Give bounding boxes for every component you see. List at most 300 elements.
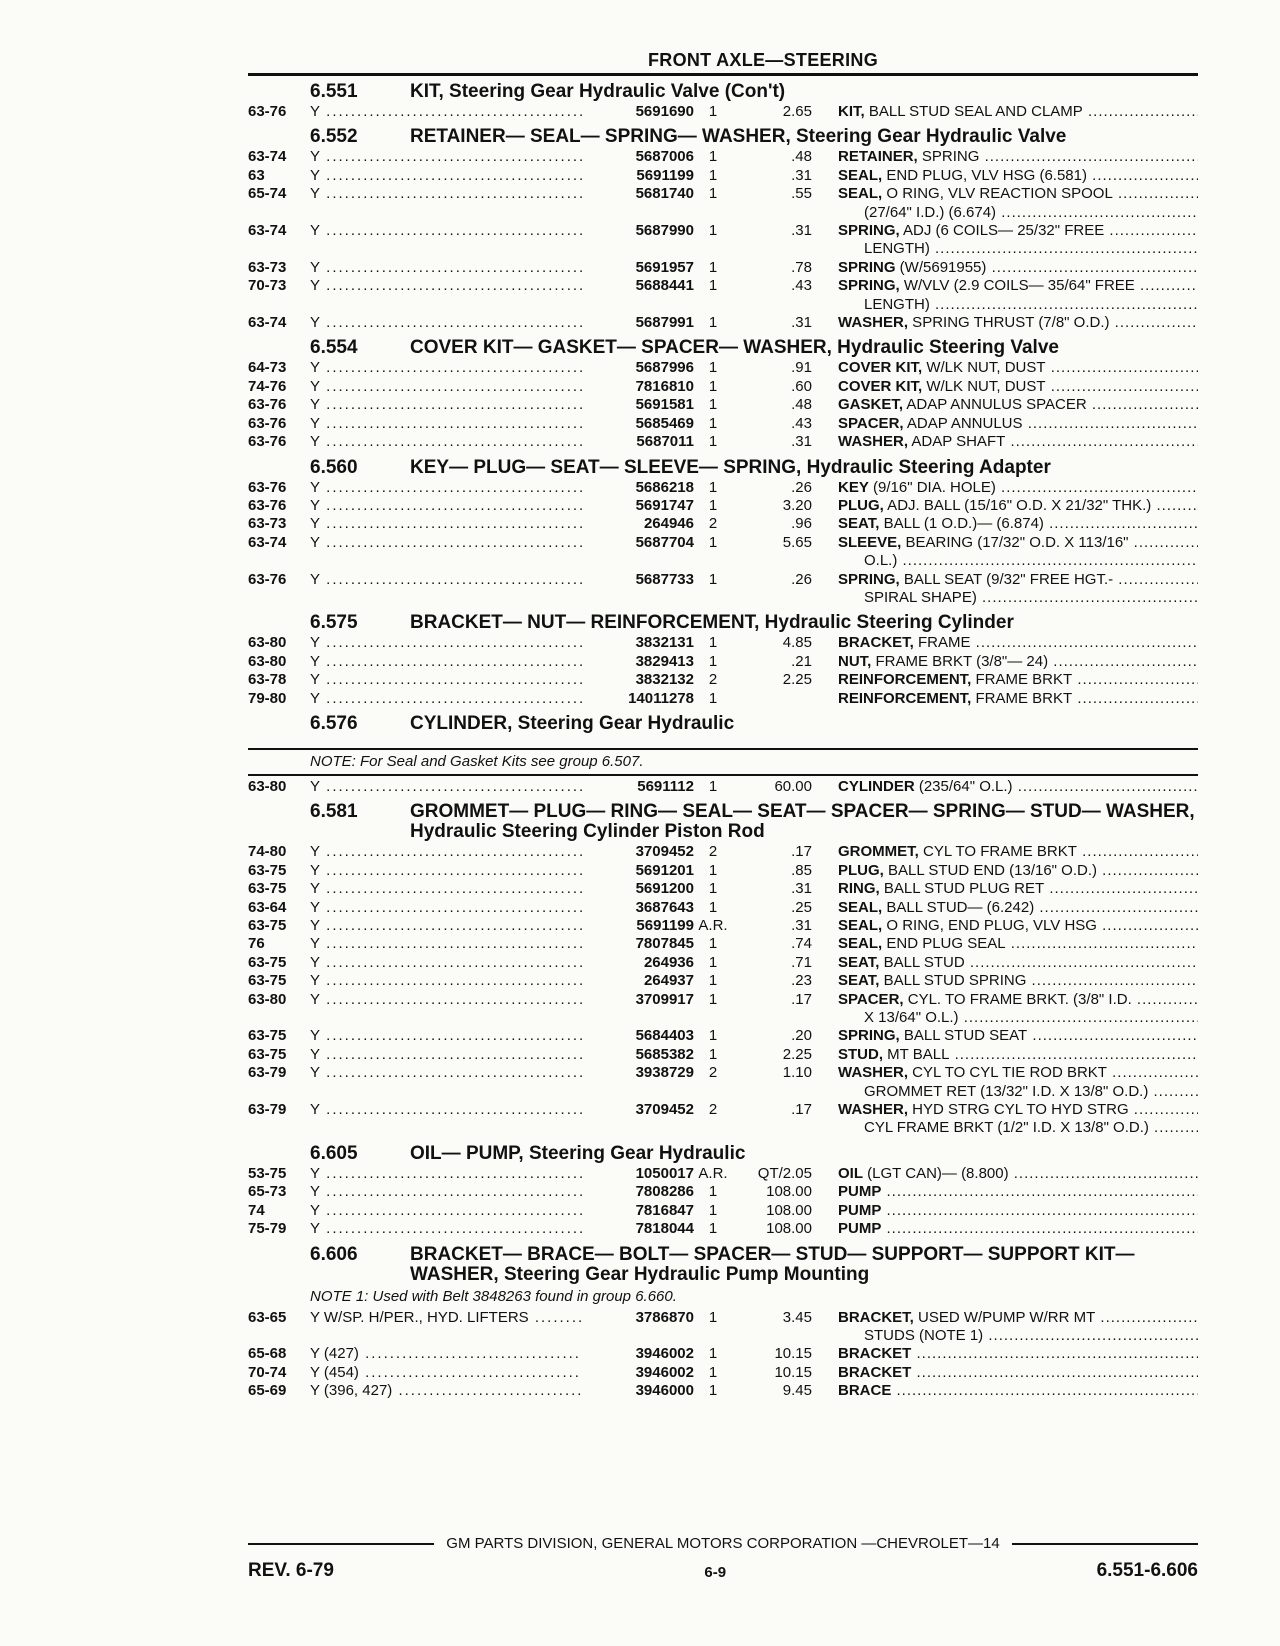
description-line bbox=[838, 359, 1198, 377]
price: .25 bbox=[791, 898, 812, 916]
quantity: 1 bbox=[708, 103, 718, 120]
part-detail: BALL STUD PLUG RET bbox=[879, 880, 1045, 898]
quantity: 1 bbox=[708, 1201, 718, 1219]
model-code: Y ..... bbox=[310, 314, 582, 332]
part-name: NUT, bbox=[838, 652, 872, 670]
part-detail: FRAME BRKT (3/8"— 24) bbox=[871, 652, 1049, 670]
model-years: 74 bbox=[248, 1201, 265, 1219]
part-number: 5687733 bbox=[635, 570, 694, 588]
part-description bbox=[838, 396, 1198, 414]
quantity: 2 bbox=[708, 1064, 718, 1082]
group-heading bbox=[248, 127, 1198, 147]
model-years: 63-75 bbox=[248, 953, 287, 971]
price: QT/2.05 bbox=[757, 1164, 812, 1182]
part-number: 5691201 bbox=[635, 861, 694, 879]
description-line bbox=[838, 1220, 1198, 1238]
table-row bbox=[248, 1202, 1198, 1220]
table-row bbox=[248, 991, 1198, 1028]
price: 2.25 bbox=[782, 671, 812, 689]
description-line bbox=[838, 653, 1198, 671]
part-name: PLUG, bbox=[838, 861, 884, 879]
description-line bbox=[838, 1027, 1198, 1045]
group-number: 6.560 bbox=[310, 456, 358, 478]
description-continued: LENGTH) ..... bbox=[838, 240, 1198, 258]
part-detail: ADJ (6 COILS— 25/32" FREE bbox=[899, 222, 1105, 240]
group-number: 6.581 bbox=[310, 801, 358, 823]
part-name: SEAL, bbox=[838, 185, 883, 203]
table-row bbox=[248, 571, 1198, 608]
description-line bbox=[838, 1345, 1198, 1363]
model-code: Y ..... bbox=[310, 185, 582, 222]
part-name: OIL bbox=[838, 1164, 863, 1182]
price: .91 bbox=[791, 359, 812, 377]
part-detail: CYL TO FRAME BRKT bbox=[918, 843, 1077, 861]
description-line bbox=[838, 396, 1198, 414]
model-years: 63-75 bbox=[248, 880, 287, 898]
part-detail: W/VLV (2.9 COILS— 35/64" FREE bbox=[899, 277, 1135, 295]
part-name: WASHER, bbox=[838, 314, 909, 332]
note-6576: NOTE: For Seal and Gasket Kits see group 6.507. bbox=[310, 752, 644, 770]
quantity: 1 bbox=[708, 570, 718, 588]
price: .31 bbox=[791, 917, 812, 934]
description-line bbox=[838, 671, 1198, 689]
part-detail: BALL SEAT (9/32" FREE HGT.- bbox=[899, 570, 1114, 588]
price: .60 bbox=[791, 377, 812, 395]
part-description bbox=[838, 277, 1198, 314]
page-title: FRONT AXLE—STEERING bbox=[647, 50, 879, 70]
model-code: Y W/SP. H/PER., HYD. LIFTERS ..... bbox=[310, 1309, 582, 1346]
description-line bbox=[838, 571, 1198, 589]
group-number: 6.576 bbox=[310, 712, 358, 734]
group-title-text: COVER KIT— GASKET— SPACER— WASHER, Hydraulic Steering Valve bbox=[410, 337, 1059, 359]
quantity: 1 bbox=[708, 478, 718, 496]
price: .74 bbox=[791, 935, 812, 953]
part-detail: FRAME bbox=[913, 634, 971, 652]
part-name: BRACKET, bbox=[838, 1308, 914, 1326]
part-number: 5687991 bbox=[635, 314, 694, 332]
description-continued: LENGTH) ..... bbox=[838, 296, 1198, 314]
quantity: 1 bbox=[708, 433, 718, 451]
model-years: 65-68 bbox=[248, 1345, 287, 1363]
price: .31 bbox=[791, 433, 812, 451]
model-code: Y (454) ..... bbox=[310, 1364, 582, 1382]
description-line bbox=[838, 433, 1198, 451]
table-row bbox=[248, 415, 1198, 433]
part-description bbox=[838, 1101, 1198, 1138]
table-row bbox=[248, 277, 1198, 314]
quantity: 1 bbox=[708, 314, 718, 332]
table-row bbox=[248, 479, 1198, 497]
model-code: Y ..... bbox=[310, 653, 582, 671]
quantity: 1 bbox=[708, 185, 718, 203]
part-description bbox=[838, 1202, 1198, 1220]
quantity: 1 bbox=[708, 222, 718, 240]
part-number: 5687990 bbox=[635, 222, 694, 240]
quantity: 1 bbox=[708, 880, 718, 898]
part-description bbox=[838, 415, 1198, 433]
part-name: COVER KIT, bbox=[838, 377, 923, 395]
model-years: 63-76 bbox=[248, 414, 287, 432]
group-title-text: KIT, Steering Gear Hydraulic Valve (Con't) bbox=[410, 81, 786, 102]
price: 108.00 bbox=[766, 1183, 812, 1201]
price: .48 bbox=[791, 396, 812, 414]
model-years: 63-65 bbox=[248, 1308, 287, 1326]
description-line bbox=[838, 222, 1198, 240]
price: .31 bbox=[791, 314, 812, 332]
quantity: 1 bbox=[708, 935, 718, 953]
table-row bbox=[248, 1183, 1198, 1201]
quantity: 1 bbox=[708, 166, 718, 184]
part-description bbox=[838, 185, 1198, 222]
model-years: 63-76 bbox=[248, 478, 287, 496]
part-number: 3786870 bbox=[635, 1308, 694, 1326]
part-detail: O RING, VLV REACTION SPOOL bbox=[882, 185, 1113, 203]
price: .23 bbox=[791, 972, 812, 990]
part-name: COVER KIT, bbox=[838, 359, 923, 377]
part-description bbox=[838, 634, 1198, 652]
part-description bbox=[838, 222, 1198, 259]
model-code: Y ..... bbox=[310, 148, 582, 166]
part-description bbox=[838, 1364, 1198, 1382]
model-code: Y ..... bbox=[310, 954, 582, 972]
part-name: SPRING, bbox=[838, 277, 900, 295]
part-name: SPACER, bbox=[838, 414, 904, 432]
quantity: 1 bbox=[708, 1045, 718, 1063]
note-rule-bottom bbox=[248, 774, 1198, 776]
part-name: KEY bbox=[838, 478, 869, 496]
part-description bbox=[838, 103, 1198, 121]
part-name: PLUG, bbox=[838, 496, 884, 514]
model-years: 63-80 bbox=[248, 634, 287, 652]
quantity: 1 bbox=[708, 777, 718, 795]
part-detail: BALL STUD— (6.242) bbox=[882, 898, 1035, 916]
part-number: 5691112 bbox=[637, 777, 694, 795]
part-number: 5691747 bbox=[635, 496, 694, 514]
part-description bbox=[838, 167, 1198, 185]
part-description bbox=[838, 515, 1198, 533]
model-code: Y ..... bbox=[310, 1064, 582, 1101]
part-name: SEAT, bbox=[838, 953, 880, 971]
part-detail: CYL TO CYL TIE ROD BRKT bbox=[908, 1064, 1107, 1082]
part-number: 3829413 bbox=[635, 652, 694, 670]
part-name: PUMP bbox=[838, 1220, 882, 1238]
part-number: 5681740 bbox=[635, 185, 694, 203]
part-description bbox=[838, 954, 1198, 972]
quantity: 1 bbox=[708, 258, 718, 276]
table-row bbox=[248, 1345, 1198, 1363]
part-detail: BEARING (17/32" O.D. X 113/16" bbox=[901, 533, 1129, 551]
part-detail: MT BALL bbox=[883, 1045, 950, 1063]
price: .85 bbox=[791, 861, 812, 879]
price bbox=[732, 690, 838, 708]
quantity: 1 bbox=[708, 1183, 718, 1201]
part-number: 3832132 bbox=[635, 671, 694, 689]
part-number: 5687996 bbox=[635, 359, 694, 377]
group-range: 6.551-6.606 bbox=[1096, 1560, 1198, 1581]
model-years: 63-74 bbox=[248, 222, 287, 240]
table-row bbox=[248, 1220, 1198, 1238]
model-code: Y ..... bbox=[310, 899, 582, 917]
model-years: 79-80 bbox=[248, 689, 287, 707]
table-row bbox=[248, 314, 1198, 332]
table-row bbox=[248, 778, 1198, 796]
price: .26 bbox=[791, 478, 812, 496]
part-number: 3946000 bbox=[635, 1382, 694, 1400]
model-code: Y ..... bbox=[310, 1220, 582, 1238]
model-code: Y ..... bbox=[310, 396, 582, 414]
part-number: 14011278 bbox=[628, 689, 694, 707]
group-heading bbox=[248, 338, 1198, 358]
description-line bbox=[838, 917, 1198, 935]
description-line bbox=[838, 954, 1198, 972]
part-number: 7818044 bbox=[635, 1220, 694, 1238]
model-years: 63-76 bbox=[248, 496, 287, 514]
table-row bbox=[248, 396, 1198, 414]
description-line bbox=[838, 497, 1198, 515]
model-years: 63 bbox=[248, 166, 265, 184]
table-row bbox=[248, 935, 1198, 953]
part-name: STUD, bbox=[838, 1045, 883, 1063]
quantity: 1 bbox=[708, 861, 718, 879]
model-years: 63-75 bbox=[248, 972, 287, 990]
description-line bbox=[838, 259, 1198, 277]
price: 2.25 bbox=[782, 1045, 812, 1063]
quantity: 2 bbox=[708, 671, 718, 689]
part-detail: FRAME BRKT bbox=[971, 671, 1073, 689]
note-rule-top bbox=[248, 748, 1198, 750]
model-years: 63-78 bbox=[248, 671, 287, 689]
group-title-text: CYLINDER, Steering Gear Hydraulic bbox=[410, 712, 735, 734]
description-line bbox=[838, 778, 1198, 796]
part-detail: W/LK NUT, DUST bbox=[922, 377, 1046, 395]
group-number: 6.605 bbox=[310, 1142, 358, 1164]
part-description bbox=[838, 1027, 1198, 1045]
price: .26 bbox=[791, 570, 812, 588]
quantity: 2 bbox=[708, 515, 718, 533]
part-description bbox=[838, 917, 1198, 935]
price: .31 bbox=[791, 166, 812, 184]
group-heading bbox=[248, 802, 1198, 842]
price: .20 bbox=[791, 1027, 812, 1045]
quantity: 1 bbox=[708, 277, 718, 295]
price: 3.20 bbox=[782, 496, 812, 514]
part-number: 7816847 bbox=[635, 1201, 694, 1219]
table-row bbox=[248, 1064, 1198, 1101]
model-code: Y ..... bbox=[310, 497, 582, 515]
table-row bbox=[248, 954, 1198, 972]
model-code: Y ..... bbox=[310, 1165, 582, 1183]
table-row bbox=[248, 917, 1198, 935]
table-row bbox=[248, 1364, 1198, 1382]
model-years: 63-80 bbox=[248, 990, 287, 1008]
description-line bbox=[838, 103, 1198, 121]
description-line bbox=[838, 1165, 1198, 1183]
description-line bbox=[838, 862, 1198, 880]
table-row bbox=[248, 1382, 1198, 1400]
description-line bbox=[838, 148, 1198, 166]
description-line bbox=[838, 634, 1198, 652]
quantity: 1 bbox=[708, 689, 718, 707]
model-code: Y ..... bbox=[310, 515, 582, 533]
table-row bbox=[248, 972, 1198, 990]
part-name: CYLINDER bbox=[838, 777, 915, 795]
part-description bbox=[838, 671, 1198, 689]
price: .31 bbox=[791, 880, 812, 898]
model-code: Y ..... bbox=[310, 935, 582, 953]
table-row bbox=[248, 1101, 1198, 1138]
description-line bbox=[838, 534, 1198, 552]
table-row bbox=[248, 359, 1198, 377]
part-name: SPRING, bbox=[838, 222, 900, 240]
table-row bbox=[248, 378, 1198, 396]
part-description bbox=[838, 534, 1198, 571]
part-description bbox=[838, 899, 1198, 917]
part-description bbox=[838, 690, 1198, 708]
part-detail: ADAP SHAFT bbox=[908, 433, 1006, 451]
group-heading bbox=[248, 1245, 1198, 1285]
group-number: 6.606 bbox=[310, 1243, 358, 1265]
description-line bbox=[838, 167, 1198, 185]
group-title-text: GROMMET— PLUG— RING— SEAL— SEAT— SPACER— SPRING— STUD— WASHER, Hydraulic Steering Cylinder Piston Rod bbox=[410, 801, 1195, 843]
quantity: 2 bbox=[708, 1101, 718, 1119]
model-code: Y ..... bbox=[310, 277, 582, 314]
part-description bbox=[838, 1046, 1198, 1064]
part-number: 5691199 bbox=[636, 917, 694, 934]
description-line bbox=[838, 515, 1198, 533]
price: 4.85 bbox=[782, 634, 812, 652]
model-years: 63-76 bbox=[248, 396, 287, 414]
part-number: 3938729 bbox=[635, 1064, 694, 1082]
price: .17 bbox=[791, 990, 812, 1008]
model-years: 63-76 bbox=[248, 433, 287, 451]
part-description bbox=[838, 880, 1198, 898]
model-code: Y ..... bbox=[310, 972, 582, 990]
description-line bbox=[838, 880, 1198, 898]
part-description bbox=[838, 862, 1198, 880]
part-number: 7807845 bbox=[635, 935, 694, 953]
page-number: 6-9 bbox=[704, 1564, 727, 1581]
part-description bbox=[838, 1220, 1198, 1238]
catalog-page bbox=[248, 50, 1198, 1401]
model-years: 65-69 bbox=[248, 1382, 287, 1400]
model-years: 63-75 bbox=[248, 861, 287, 879]
model-years: 65-73 bbox=[248, 1183, 287, 1201]
part-name: REINFORCEMENT, bbox=[838, 689, 972, 707]
footer-line-left bbox=[248, 1543, 434, 1545]
part-detail: CYL. TO FRAME BRKT. (3/8" I.D. bbox=[903, 990, 1132, 1008]
part-number: 5691690 bbox=[635, 103, 694, 120]
model-years: 63-79 bbox=[248, 1064, 287, 1082]
part-detail: BALL STUD SPRING bbox=[879, 972, 1027, 990]
price: 10.15 bbox=[774, 1345, 812, 1363]
part-number: 3946002 bbox=[635, 1363, 694, 1381]
model-code: Y ..... bbox=[310, 479, 582, 497]
model-years: 63-73 bbox=[248, 515, 287, 533]
description-line bbox=[838, 378, 1198, 396]
part-number: 1050017 bbox=[635, 1164, 694, 1182]
description-line bbox=[838, 185, 1198, 203]
table-row bbox=[248, 1309, 1198, 1346]
quantity: 1 bbox=[708, 972, 718, 990]
quantity: 1 bbox=[708, 898, 718, 916]
table-row bbox=[248, 515, 1198, 533]
part-description bbox=[838, 653, 1198, 671]
table-row bbox=[248, 222, 1198, 259]
part-number: 3832131 bbox=[635, 634, 694, 652]
model-code: Y ..... bbox=[310, 1027, 582, 1045]
model-years: 70-74 bbox=[248, 1363, 287, 1381]
quantity: 1 bbox=[708, 953, 718, 971]
header-rule bbox=[248, 73, 1198, 76]
part-name: SEAL, bbox=[838, 935, 883, 953]
quantity: 1 bbox=[708, 377, 718, 395]
group-number: 6.551 bbox=[310, 81, 358, 102]
model-code: Y ..... bbox=[310, 433, 582, 451]
part-detail: HYD STRG CYL TO HYD STRG bbox=[908, 1101, 1129, 1119]
model-code: Y ..... bbox=[310, 1101, 582, 1138]
part-description bbox=[838, 359, 1198, 377]
description-line bbox=[838, 479, 1198, 497]
part-name: SPRING, bbox=[838, 1027, 900, 1045]
price: .78 bbox=[791, 258, 812, 276]
table-row bbox=[248, 534, 1198, 571]
part-detail: BALL STUD SEAT bbox=[899, 1027, 1028, 1045]
model-years: 76 bbox=[248, 935, 265, 953]
part-detail: (LGT CAN)— (8.800) bbox=[863, 1164, 1009, 1182]
model-years: 75-79 bbox=[248, 1220, 287, 1238]
part-detail: ADAP ANNULUS SPACER bbox=[903, 396, 1087, 414]
description-continued: X 13/64" O.L.) ..... bbox=[838, 1009, 1198, 1027]
table-row bbox=[248, 185, 1198, 222]
part-number: 3687643 bbox=[635, 898, 694, 916]
quantity: 1 bbox=[708, 414, 718, 432]
description-line bbox=[838, 899, 1198, 917]
table-row bbox=[248, 497, 1198, 515]
model-years: 63-80 bbox=[248, 777, 287, 795]
price: 60.00 bbox=[774, 777, 812, 795]
table-row bbox=[248, 1027, 1198, 1045]
quantity: 1 bbox=[708, 1027, 718, 1045]
part-detail: BALL (1 O.D.)— (6.874) bbox=[879, 515, 1044, 533]
part-detail: ADJ. BALL (15/16" O.D. X 21/32" THK.) bbox=[883, 496, 1152, 514]
part-description bbox=[838, 314, 1198, 332]
model-code: Y ..... bbox=[310, 378, 582, 396]
group-heading bbox=[248, 714, 1198, 734]
model-code: Y (427) ..... bbox=[310, 1345, 582, 1363]
part-name: REINFORCEMENT, bbox=[838, 671, 972, 689]
description-line bbox=[838, 935, 1198, 953]
model-years: 70-73 bbox=[248, 277, 287, 295]
part-number: 5687011 bbox=[636, 433, 694, 451]
model-years: 63-64 bbox=[248, 898, 287, 916]
part-name: SPACER, bbox=[838, 990, 904, 1008]
part-name: SPRING, bbox=[838, 570, 900, 588]
part-description bbox=[838, 1165, 1198, 1183]
group-title-text: BRACKET— BRACE— BOLT— SPACER— STUD— SUPPORT— SUPPORT KIT— WASHER, Steering Gear Hydraulic Pump Mounting bbox=[410, 1243, 1135, 1285]
quantity: 1 bbox=[708, 1363, 718, 1381]
quantity: 1 bbox=[708, 148, 718, 166]
part-number: 7808286 bbox=[635, 1183, 694, 1201]
description-line bbox=[838, 972, 1198, 990]
groups-section-a bbox=[248, 82, 1198, 734]
part-number: 3946002 bbox=[635, 1345, 694, 1363]
model-code: Y ..... bbox=[310, 359, 582, 377]
table-row bbox=[248, 433, 1198, 451]
part-number: 3709917 bbox=[635, 990, 694, 1008]
part-description bbox=[838, 479, 1198, 497]
part-name: SEAL, bbox=[838, 166, 883, 184]
part-name: SEAL, bbox=[838, 898, 883, 916]
